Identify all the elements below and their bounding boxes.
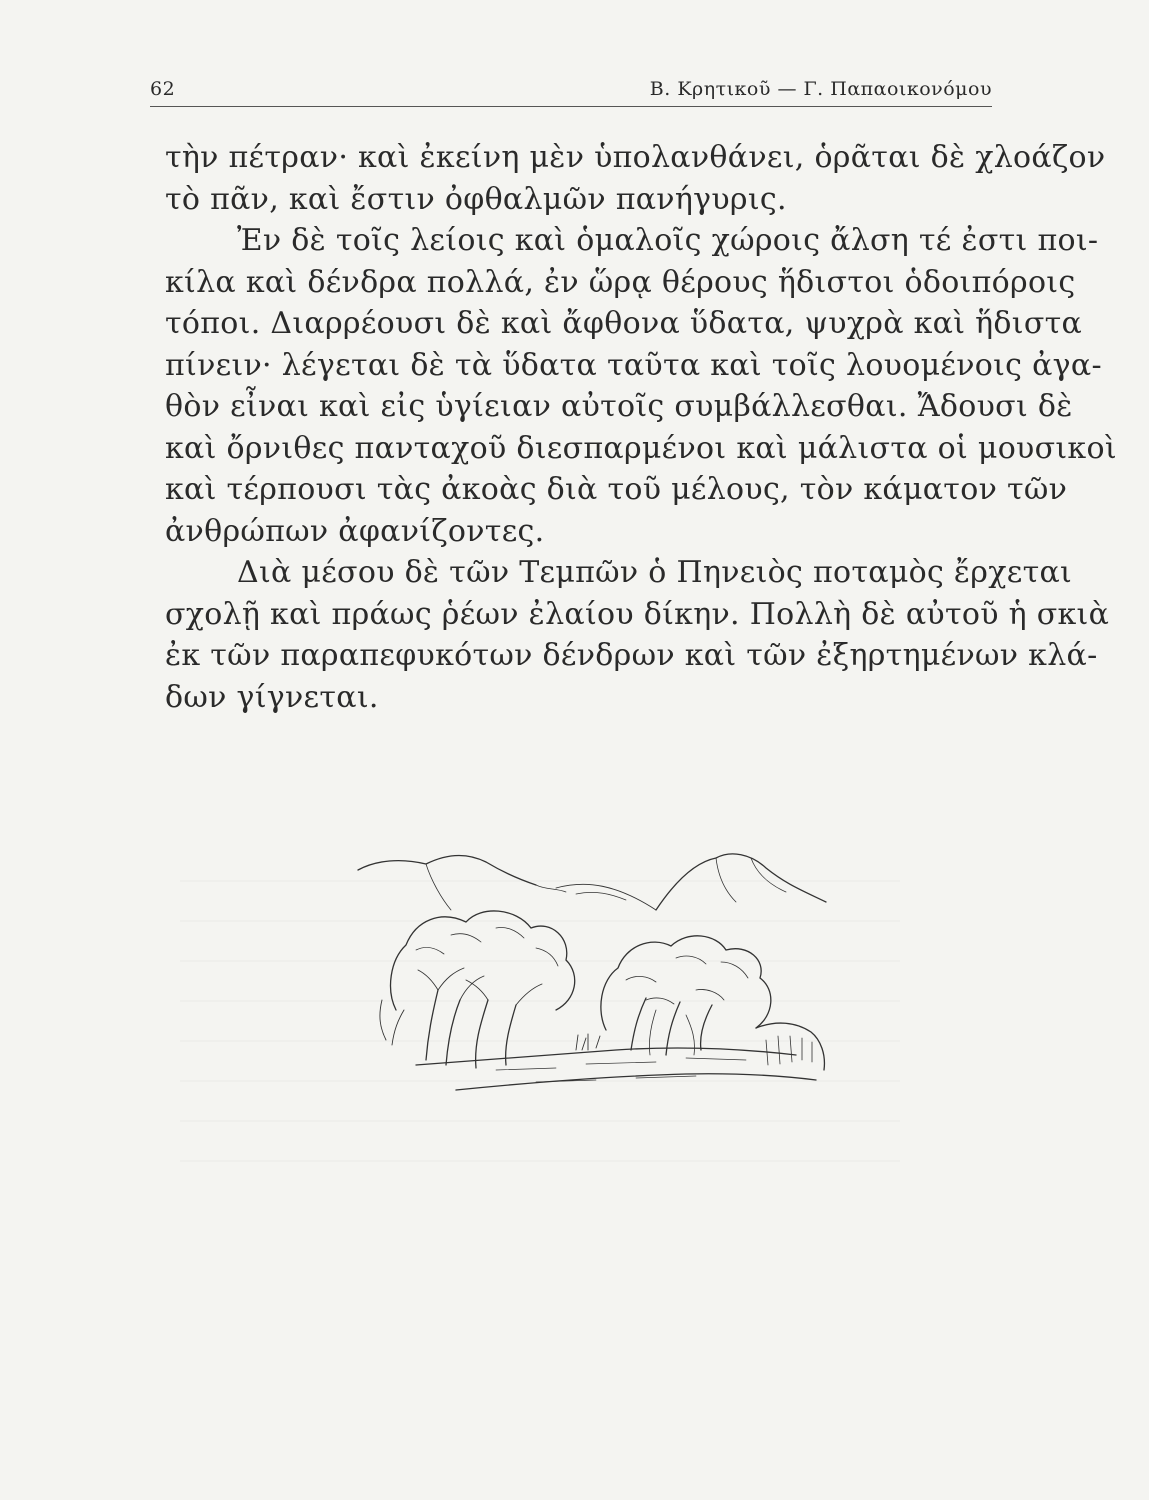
text-line: τόποι. Διαρρέουσι δὲ καὶ ἄφθονα ὕδατα, ψυχρὰ καὶ ἥδιστα <box>165 306 1083 341</box>
text-line: τὸ πᾶν, καὶ ἔστιν ὀφθαλμῶν πανήγυρις. <box>165 181 787 217</box>
tempe-valley-illustration <box>356 850 830 1096</box>
text-line: δων γίγνεται. <box>165 679 379 715</box>
text-line: τὴν πέτραν· καὶ ἐκείνη μὲν ὑπολανθάνει, ὁρᾶται δὲ χλοάζον <box>165 140 1106 175</box>
text-line: ἐκ τῶν παραπεφυκότων δένδρων καὶ τῶν ἐξηρτημένων κλά- <box>165 638 1098 673</box>
body-text <box>165 137 1117 718</box>
paragraph-2 <box>165 220 1117 552</box>
text-line: Διὰ μέσου δὲ τῶν Τεμπῶν ὁ Πηνειὸς ποταμὸς ἔρχεται <box>237 555 1073 590</box>
running-head <box>150 70 992 107</box>
text-line: θὸν εἶναι καὶ εἰς ὑγίειαν αὐτοῖς συμβάλλεσθαι. Ἄδουσι δὲ <box>165 389 1073 424</box>
text-line: Ἐν δὲ τοῖς λείοις καὶ ὁμαλοῖς χώροις ἄλση τέ ἐστι ποι- <box>237 223 1099 258</box>
page-number: 62 <box>150 78 176 100</box>
text-line: κίλα καὶ δένδρα πολλά, ἐν ὥρᾳ θέρους ἥδιστοι ὁδοιπόροις <box>165 264 1076 300</box>
text-line: πίνειν· λέγεται δὲ τὰ ὕδατα ταῦτα καὶ τοῖς λουομένοις ἀγα- <box>165 347 1102 383</box>
author-header: Β. Κρητικοῦ — Γ. Παπαοικονόμου <box>649 78 992 100</box>
paragraph-3 <box>165 552 1110 718</box>
text-line: ἀνθρώπων ἀφανίζοντες. <box>165 513 545 549</box>
text-line: καὶ τέρπουσι τὰς ἀκοὰς διὰ τοῦ μέλους, τὸν κάματον τῶν <box>165 472 1068 507</box>
paragraph-1 <box>165 137 1106 220</box>
text-line: σχολῇ καὶ πράως ῥέων ἐλαίου δίκην. Πολλὴ δὲ αὐτοῦ ἡ σκιὰ <box>165 596 1110 632</box>
text-line: καὶ ὄρνιθες πανταχοῦ διεσπαρμένοι καὶ μάλιστα οἱ μουσικοὶ <box>165 430 1117 466</box>
